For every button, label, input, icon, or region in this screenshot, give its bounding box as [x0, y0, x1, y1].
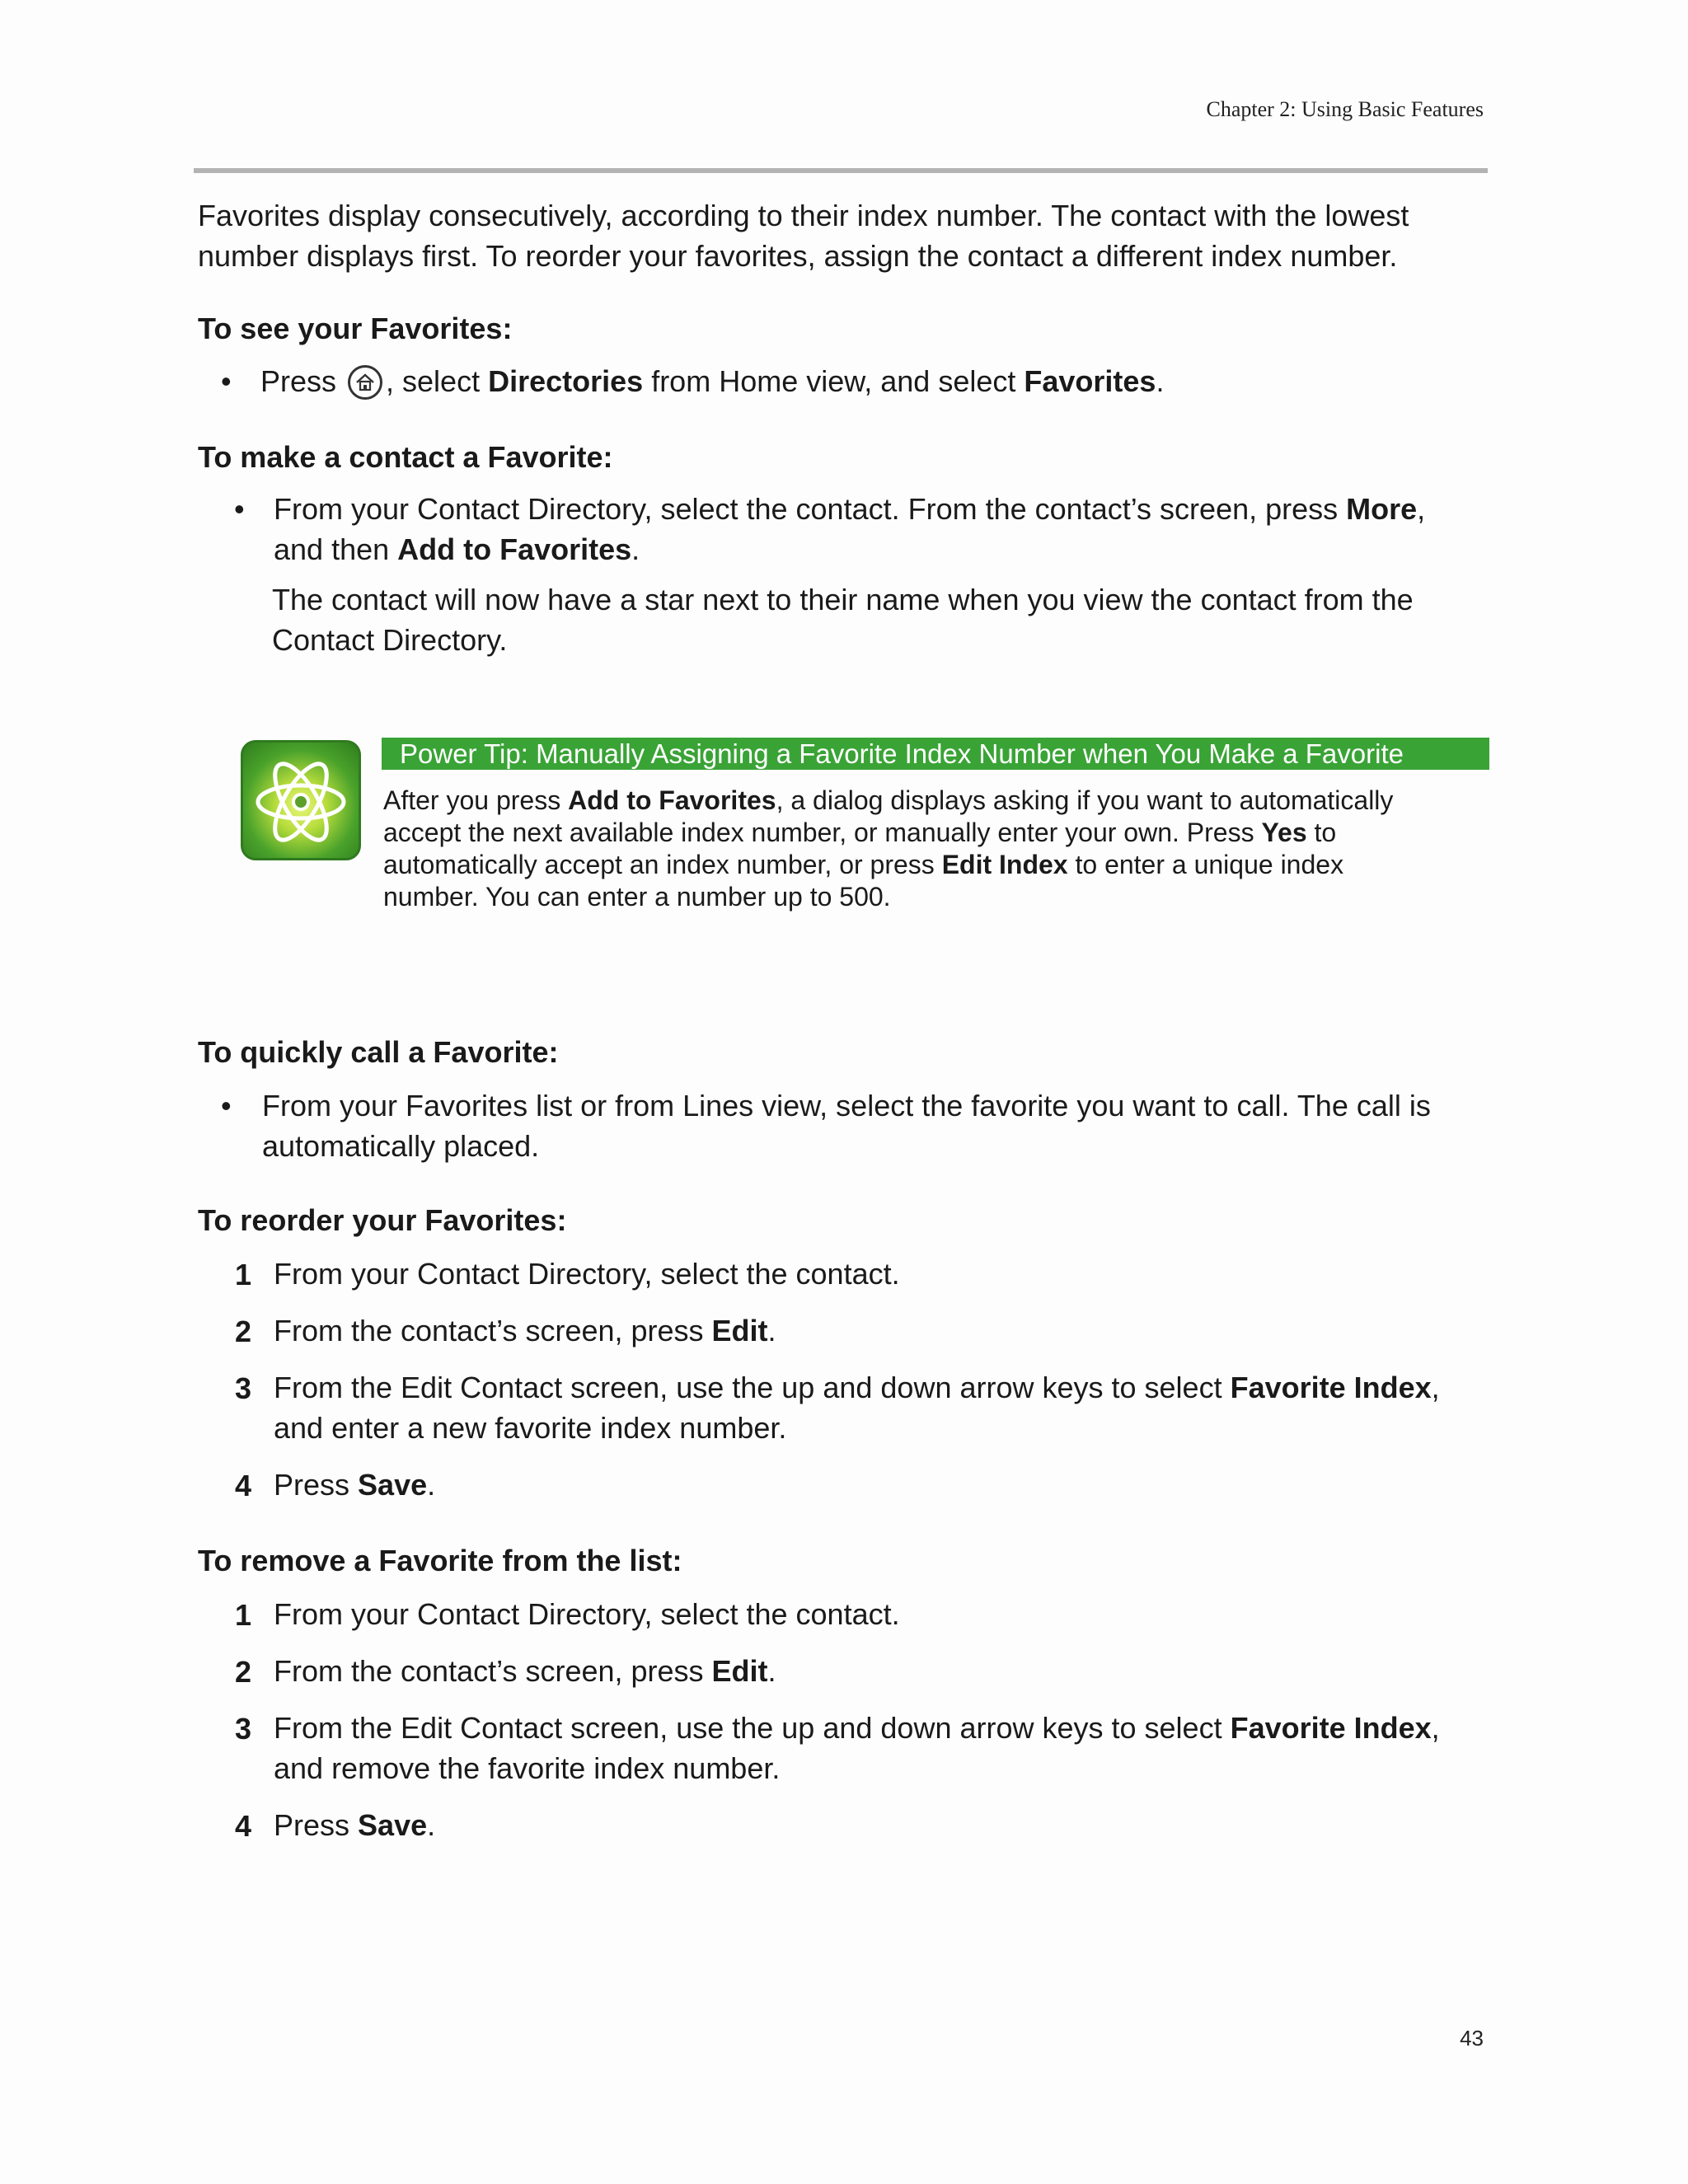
step-number: 3 [235, 1371, 252, 1405]
intro-paragraph [198, 195, 1409, 276]
make-favorite-step: From your Contact Directory, select the contact. From the contact’s screen, press More, and then Add to Favorites. [274, 492, 1426, 566]
reorder-step-4: Press Save. [274, 1468, 436, 1502]
intro-line-1: Favorites display consecutively, according to their index number. The contact with the lowest [198, 199, 1409, 232]
step-number: 2 [235, 1655, 252, 1689]
call-favorite-step: From your Favorites list or from Lines view, select the favorite you want to call. The call is automatically placed. [262, 1089, 1431, 1163]
power-tip-body: After you press Add to Favorites, a dialog displays asking if you want to automatically accept the next available index number, or manually enter your own. Press Yes to automatically accept an index number, or press Edit Index to enter a unique index number. You can enter a number up to 500. [383, 785, 1394, 912]
reorder-heading: To reorder your Favorites: [198, 1203, 567, 1237]
remove-step-1: From your Contact Directory, select the contact. [274, 1597, 900, 1631]
reorder-step-1: From your Contact Directory, select the contact. [274, 1257, 900, 1291]
step-number: 3 [235, 1712, 252, 1746]
remove-step-4: Press Save. [274, 1808, 436, 1842]
bullet: • [221, 364, 232, 398]
bullet: • [234, 492, 245, 526]
page-number: 43 [1460, 2026, 1484, 2050]
power-tip-title: Power Tip: Manually Assigning a Favorite Index Number when You Make a Favorite [382, 738, 1489, 770]
step-number: 1 [235, 1598, 252, 1632]
step-number: 4 [235, 1809, 252, 1843]
step-number: 4 [235, 1469, 252, 1502]
remove-step-2: From the contact’s screen, press Edit. [274, 1654, 776, 1688]
remove-step-3: From the Edit Contact screen, use the up and down arrow keys to select Favorite Index, and remove the favorite index number. [274, 1711, 1440, 1785]
step-number: 1 [235, 1258, 252, 1291]
intro-line-2: number displays first. To reorder your favorites, assign the contact a different index number. [198, 239, 1398, 273]
header-rule [194, 168, 1488, 173]
atom-icon [241, 740, 361, 860]
chapter-header: Chapter 2: Using Basic Features [1206, 97, 1484, 121]
home-icon [348, 365, 382, 400]
reorder-step-3: From the Edit Contact screen, use the up and down arrow keys to select Favorite Index, and enter a new favorite index number. [274, 1371, 1440, 1445]
call-favorite-heading: To quickly call a Favorite: [198, 1035, 559, 1069]
reorder-step-2: From the contact’s screen, press Edit. [274, 1314, 776, 1347]
step-number: 2 [235, 1315, 252, 1348]
see-favorites-heading: To see your Favorites: [198, 312, 513, 345]
bullet: • [221, 1089, 232, 1122]
remove-heading: To remove a Favorite from the list: [198, 1544, 682, 1577]
see-favorites-step: Press , select Directories from Home view, and select Favorites. [260, 364, 1165, 398]
make-favorite-note: The contact will now have a star next to their name when you view the contact from the Contact Directory. [272, 583, 1414, 657]
make-favorite-heading: To make a contact a Favorite: [198, 440, 613, 474]
